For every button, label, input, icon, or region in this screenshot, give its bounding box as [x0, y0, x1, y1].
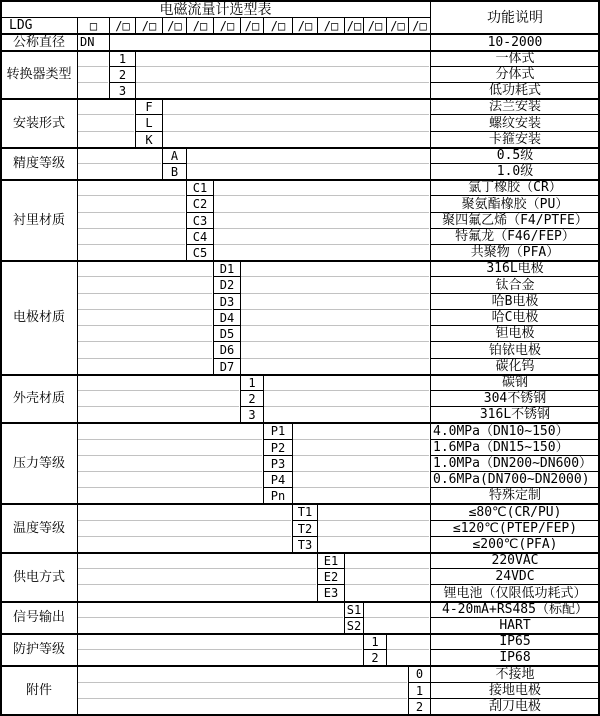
function-value: ≤200℃(PFA): [430, 536, 600, 553]
faint-gridline: [78, 228, 185, 229]
function-value: 24VDC: [430, 568, 600, 585]
code-cell: S2: [344, 617, 364, 634]
faint-gridline: [78, 358, 212, 359]
code-cell: 1: [408, 682, 431, 699]
function-value: 4.0MPa（DN10~150）: [430, 422, 600, 440]
code-cell: 1: [240, 374, 264, 391]
code-cell: P3: [263, 455, 293, 472]
faint-gridline: [78, 390, 239, 391]
function-value: 哈C电极: [430, 309, 600, 326]
faint-gridline: [78, 568, 316, 569]
faint-gridline: [293, 439, 429, 440]
function-value: 螺纹安装: [430, 114, 600, 132]
code-cell: C2: [186, 195, 214, 213]
category-label: 附件: [0, 665, 78, 715]
code-placeholder-box: /□: [213, 17, 241, 34]
function-value: 接地电极: [430, 682, 600, 699]
code-placeholder-box: /□: [363, 17, 387, 34]
function-value: 分体式: [430, 66, 600, 83]
code-cell: D4: [213, 309, 241, 326]
function-value: 锂电池（仅限低功耗式）: [430, 584, 600, 602]
faint-gridline: [78, 698, 407, 699]
faint-gridline: [78, 439, 262, 440]
code-placeholder-box: /□: [386, 17, 409, 34]
function-value: 低功耗式: [430, 82, 600, 99]
code-cell: 0: [408, 665, 431, 683]
faint-gridline: [78, 682, 407, 683]
function-value: 法兰安装: [430, 98, 600, 115]
code-cell: D5: [213, 325, 241, 342]
function-value: HART: [430, 617, 600, 634]
category-label: 供电方式: [0, 552, 78, 602]
code-cell: P2: [263, 439, 293, 456]
function-value: 0.6MPa(DN700~DN2000): [430, 471, 600, 488]
code-cell: C1: [186, 179, 214, 196]
code-placeholder-box: /□: [186, 17, 214, 34]
category-label: 转换器类型: [0, 50, 78, 99]
function-value: ≤80℃(CR/PU): [430, 503, 600, 521]
code-cell: Pn: [263, 487, 293, 504]
function-value: IP65: [430, 633, 600, 650]
faint-gridline: [163, 131, 429, 132]
code-placeholder-box: /□: [408, 17, 431, 34]
category-label: 温度等级: [0, 503, 78, 553]
faint-gridline: [364, 617, 429, 618]
function-value: 1.0级: [430, 163, 600, 180]
category-label: 精度等级: [0, 147, 78, 180]
faint-gridline: [78, 487, 262, 488]
code-cell: C4: [186, 228, 214, 245]
faint-gridline: [78, 163, 161, 164]
faint-gridline: [78, 536, 291, 537]
faint-gridline: [214, 212, 429, 213]
table-title: 电磁流量计选型表: [0, 1, 431, 18]
faint-gridline: [78, 325, 212, 326]
faint-gridline: [264, 390, 429, 391]
faint-gridline: [136, 66, 429, 67]
code-cell: E2: [317, 568, 345, 585]
code-cell: T3: [292, 536, 318, 553]
spacer-cell: [77, 179, 187, 261]
faint-gridline: [78, 341, 212, 342]
faint-gridline: [241, 293, 429, 294]
code-placeholder-box: /□: [162, 17, 187, 34]
faint-gridline: [241, 325, 429, 326]
function-value: 不接地: [430, 665, 600, 683]
faint-gridline: [318, 536, 429, 537]
function-value: 304不锈钢: [430, 390, 600, 407]
code-cell: 2: [109, 66, 136, 83]
code-cell: 3: [109, 82, 136, 99]
faint-gridline: [214, 195, 429, 196]
faint-gridline: [78, 131, 134, 132]
function-value: 特殊定制: [430, 487, 600, 504]
faint-gridline: [78, 195, 185, 196]
code-cell: 2: [408, 698, 431, 715]
spacer-cell: [109, 33, 431, 51]
code-placeholder-box: /□: [240, 17, 264, 34]
category-label: 压力等级: [0, 422, 78, 504]
spacer-cell: [77, 422, 264, 504]
faint-gridline: [241, 341, 429, 342]
spacer-cell: [135, 50, 431, 99]
faint-gridline: [78, 212, 185, 213]
faint-gridline: [78, 520, 291, 521]
spacer-cell: [77, 665, 409, 715]
code-cell: T2: [292, 520, 318, 537]
spacer-cell: [317, 503, 431, 553]
faint-gridline: [187, 163, 429, 164]
function-value: 碳化钨: [430, 358, 600, 375]
faint-gridline: [78, 649, 362, 650]
faint-gridline: [136, 82, 429, 83]
faint-gridline: [241, 309, 429, 310]
code-cell: K: [135, 131, 163, 148]
category-label: 公称直径: [0, 33, 78, 51]
function-header: 功能说明: [430, 1, 600, 34]
spacer-cell: [292, 422, 431, 504]
code-cell: A: [162, 147, 187, 164]
spacer-cell: [77, 374, 241, 423]
faint-gridline: [78, 309, 212, 310]
faint-gridline: [163, 114, 429, 115]
function-value: 铂铱电极: [430, 341, 600, 359]
code-cell: DN: [77, 33, 110, 51]
function-value: 1.0MPa（DN200~DN600）: [430, 455, 600, 472]
faint-gridline: [387, 649, 429, 650]
function-value: 氯丁橡胶（CR）: [430, 179, 600, 196]
spacer-cell: [263, 374, 431, 423]
faint-gridline: [78, 617, 343, 618]
faint-gridline: [293, 471, 429, 472]
faint-gridline: [78, 406, 239, 407]
function-value: 碳钢: [430, 374, 600, 391]
code-cell: C3: [186, 212, 214, 229]
code-cell: 1: [363, 633, 387, 650]
faint-gridline: [78, 471, 262, 472]
faint-gridline: [293, 455, 429, 456]
code-cell: E3: [317, 584, 345, 602]
function-value: 1.6MPa（DN15~150）: [430, 439, 600, 456]
function-value: 一体式: [430, 50, 600, 67]
code-cell: E1: [317, 552, 345, 569]
code-cell: 2: [240, 390, 264, 407]
code-cell: F: [135, 98, 163, 115]
code-cell: D7: [213, 358, 241, 375]
faint-gridline: [78, 293, 212, 294]
code-cell: D2: [213, 276, 241, 294]
spacer-cell: [77, 50, 110, 99]
function-value: 316L不锈钢: [430, 406, 600, 423]
faint-gridline: [78, 455, 262, 456]
code-placeholder-box: /□: [317, 17, 345, 34]
faint-gridline: [241, 358, 429, 359]
spacer-cell: [344, 552, 431, 602]
faint-gridline: [78, 584, 316, 585]
function-value: 共聚物（PFA）: [430, 244, 600, 261]
code-cell: T1: [292, 503, 318, 521]
function-value: IP68: [430, 649, 600, 666]
code-cell: C5: [186, 244, 214, 261]
spacer-cell: [77, 552, 318, 602]
code-cell: 1: [109, 50, 136, 67]
faint-gridline: [264, 406, 429, 407]
category-label: 防护等级: [0, 633, 78, 666]
faint-gridline: [78, 276, 212, 277]
faint-gridline: [345, 584, 429, 585]
faint-gridline: [78, 66, 108, 67]
code-placeholder-box: /□: [344, 17, 364, 34]
code-cell: 2: [363, 649, 387, 666]
faint-gridline: [345, 568, 429, 569]
function-value: 刮刀电极: [430, 698, 600, 715]
code-cell: D1: [213, 260, 241, 277]
function-value: 钛合金: [430, 276, 600, 294]
function-value: ≤120℃(PTEP/FEP): [430, 520, 600, 537]
faint-gridline: [241, 276, 429, 277]
faint-gridline: [78, 114, 134, 115]
spacer-cell: [77, 503, 293, 553]
spacer-cell: [213, 179, 431, 261]
code-cell: P1: [263, 422, 293, 440]
code-cell: 3: [240, 406, 264, 423]
function-value: 聚氨酯橡胶（PU）: [430, 195, 600, 213]
spacer-cell: [162, 98, 431, 148]
function-value: 钽电极: [430, 325, 600, 342]
code-cell: S1: [344, 601, 364, 618]
code-cell: P4: [263, 471, 293, 488]
code-cell: L: [135, 114, 163, 132]
faint-gridline: [293, 487, 429, 488]
function-value: 特氟龙（F46/FEP）: [430, 228, 600, 245]
code-cell: D6: [213, 341, 241, 359]
function-value: 4-20mA+RS485（标配）: [430, 601, 600, 618]
faint-gridline: [214, 244, 429, 245]
faint-gridline: [78, 244, 185, 245]
function-value: 卡箍安装: [430, 131, 600, 148]
code-placeholder-box: /□: [263, 17, 293, 34]
function-value: 316L电极: [430, 260, 600, 277]
function-value: 10-2000: [430, 33, 600, 51]
category-label: 外壳材质: [0, 374, 78, 423]
category-label: 信号输出: [0, 601, 78, 634]
code-placeholder-box: □: [77, 17, 110, 34]
faint-gridline: [318, 520, 429, 521]
function-value: 聚四氟乙烯（F4/PTFE）: [430, 212, 600, 229]
code-placeholder-box: /□: [109, 17, 136, 34]
function-value: 哈B电极: [430, 293, 600, 310]
faint-gridline: [78, 82, 108, 83]
category-label: 衬里材质: [0, 179, 78, 261]
function-value: 220VAC: [430, 552, 600, 569]
category-label: 安装形式: [0, 98, 78, 148]
code-cell: D3: [213, 293, 241, 310]
function-value: 0.5级: [430, 147, 600, 164]
category-label: 电极材质: [0, 260, 78, 375]
spacer-cell: [77, 98, 136, 148]
model-prefix: LDG: [0, 17, 78, 34]
faint-gridline: [214, 228, 429, 229]
code-placeholder-box: /□: [135, 17, 163, 34]
code-placeholder-box: /□: [292, 17, 318, 34]
code-cell: B: [162, 163, 187, 180]
